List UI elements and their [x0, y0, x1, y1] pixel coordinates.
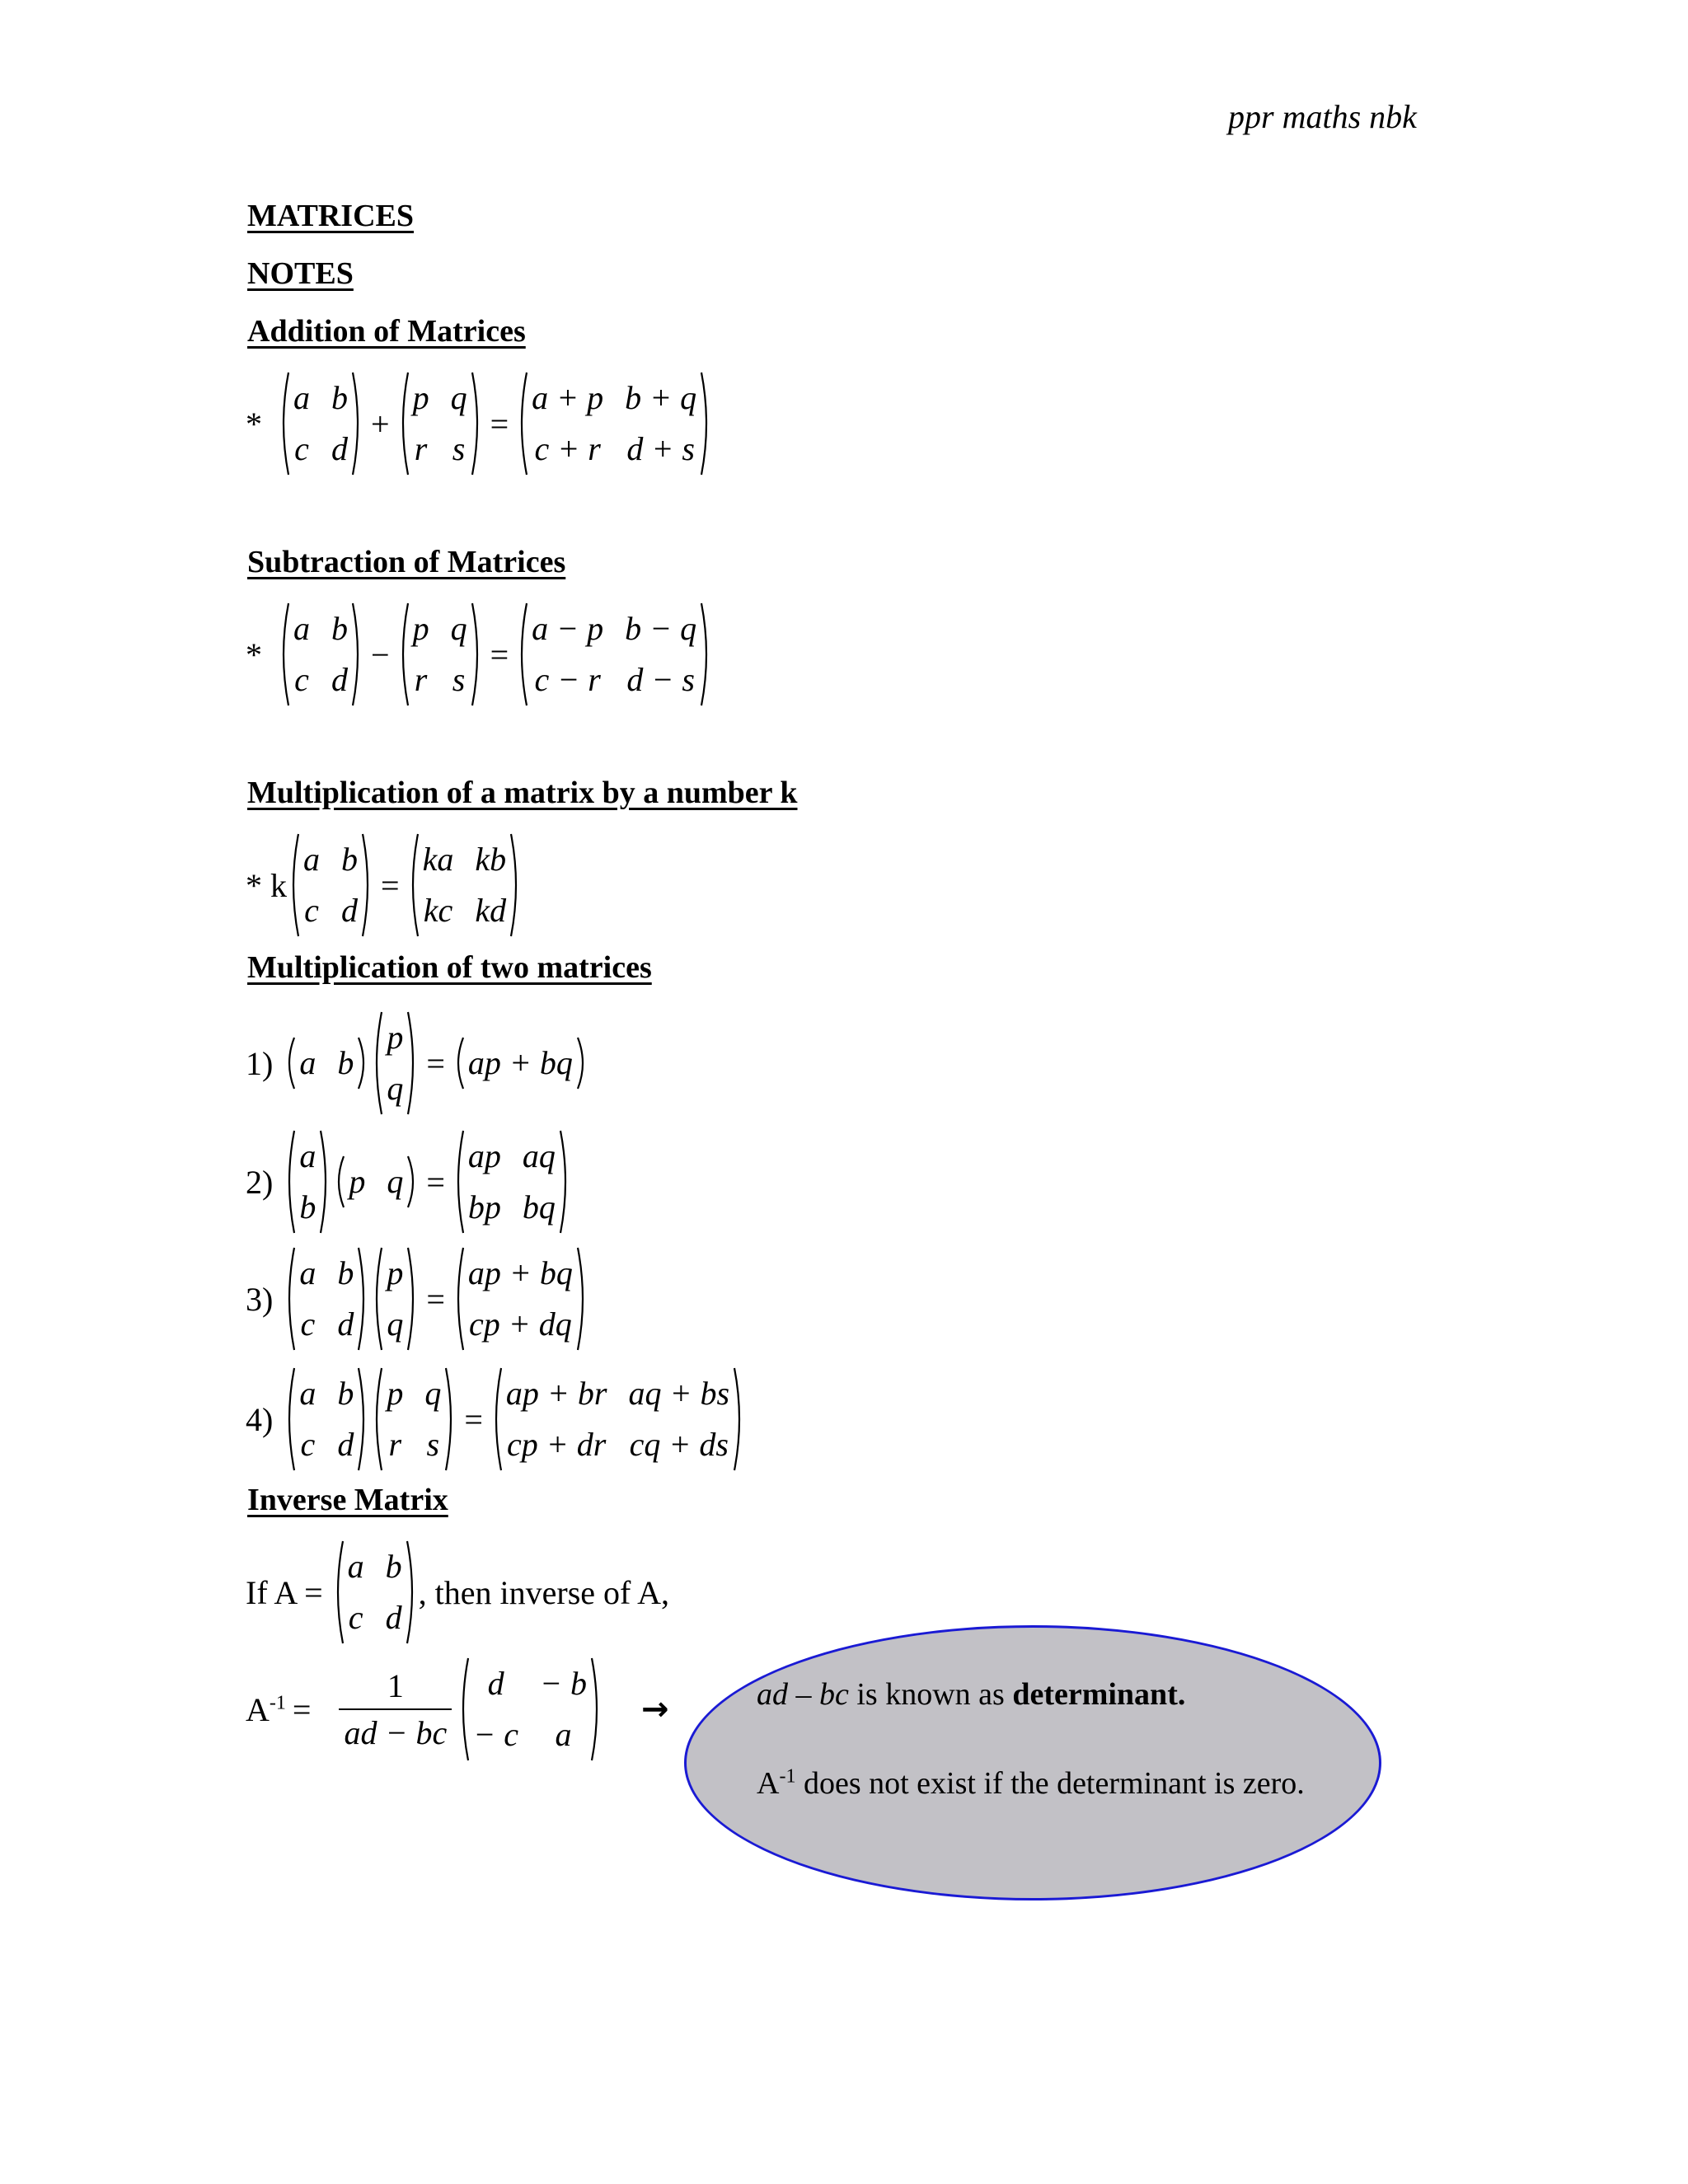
matrix-entry: − c [473, 1716, 518, 1753]
right-paren [509, 832, 523, 938]
matrix-entry: r [388, 1426, 402, 1463]
matrix-entry: c + r [534, 430, 601, 467]
left-paren [515, 602, 528, 707]
bullet: * [246, 866, 262, 904]
left-paren [283, 1129, 296, 1235]
left-paren [277, 602, 290, 707]
matrix-entry: kc [423, 892, 453, 929]
matrix-entry: q [387, 1070, 404, 1107]
determinant-mid-text: is known as [848, 1677, 1013, 1712]
left-paren [457, 1657, 470, 1762]
matrix-entries [296, 1132, 319, 1231]
inverse-definition [246, 1540, 669, 1645]
column-vector-ab [283, 1129, 332, 1235]
bullet: * [246, 635, 262, 673]
matrix-entry: d [331, 430, 348, 467]
column-vector-pq [370, 1246, 420, 1352]
matrix-entry: d [337, 1305, 354, 1343]
matrix-entries [290, 605, 351, 704]
matrix-entries [465, 1132, 559, 1231]
then-text: , then inverse of A, [418, 1573, 670, 1611]
matrix-entry: ap + br [505, 1375, 607, 1412]
matrix-entry: a + p [532, 379, 604, 416]
matrix-entry: d [341, 892, 358, 929]
row-result [452, 1036, 589, 1090]
determinant-note [757, 1676, 1185, 1713]
matrix-entry: a [299, 1375, 316, 1412]
left-paren [283, 1036, 296, 1090]
matrix-entry: ka [422, 841, 454, 878]
right-paren [357, 1036, 370, 1090]
equals-sign: = [426, 1044, 445, 1082]
matrix-entry: kd [475, 892, 507, 929]
matrix-entry: d [331, 661, 348, 698]
right-paren [700, 602, 713, 707]
matrix-entry: p [349, 1163, 366, 1200]
matrix-entry: p [412, 379, 429, 416]
matrix-entry: s [452, 661, 466, 698]
scalar-formula [246, 832, 523, 938]
matrix-entry: c [300, 1426, 316, 1463]
matrix-entry: d [337, 1426, 354, 1463]
matrix-entry: aq [522, 1137, 556, 1174]
matrix-entries [410, 605, 471, 704]
matrix-entry: r [414, 661, 428, 698]
matrix-entry: p [412, 610, 429, 647]
matrix-entry: a [293, 379, 310, 416]
adjugate-matrix [457, 1657, 603, 1762]
page-header: ppr maths nbk [1228, 98, 1417, 135]
matrix-entry: b [331, 610, 348, 647]
matrix-entry: p [387, 1375, 404, 1412]
page-title: MATRICES [247, 199, 414, 233]
matrix-a [283, 1366, 370, 1472]
matrix-entries [296, 1370, 357, 1469]
subtraction-heading: Subtraction of Matrices [247, 545, 566, 579]
product-4 [246, 1366, 746, 1472]
matrix-entry: c [348, 1599, 363, 1636]
matrix-entries [290, 374, 351, 473]
matrix-entries [420, 836, 510, 935]
equals-sign: = [426, 1280, 445, 1318]
matrix-entry: c [304, 892, 319, 929]
left-paren [283, 1366, 296, 1472]
matrix-entry: a − p [532, 610, 604, 647]
matrix-entries [345, 1543, 406, 1642]
left-paren [452, 1129, 465, 1235]
matrix-entry: p [387, 1019, 404, 1056]
right-paren [406, 1246, 420, 1352]
matrix-entry: − b [539, 1665, 587, 1702]
matrix-entry: c [294, 430, 309, 467]
equals-sign: = [464, 1400, 483, 1438]
matrix-entry: a [555, 1716, 572, 1753]
right-paren [361, 832, 374, 938]
matrix-entry: a [299, 1137, 316, 1174]
item-label: 1) [246, 1044, 274, 1082]
matrix-entry: a [299, 1254, 316, 1291]
matrix-entries [410, 374, 471, 473]
matrix-entry: ap + bq [467, 1254, 573, 1291]
matrix-entry: q [424, 1375, 442, 1412]
addition-formula [246, 371, 713, 476]
left-paren [515, 371, 528, 476]
left-paren [370, 1246, 383, 1352]
matrix-entry: ap [467, 1137, 501, 1174]
scalar-k: k [270, 866, 287, 904]
matrix-entry: b [337, 1254, 354, 1291]
matrix-product [490, 1366, 746, 1472]
matrix-entry: q [387, 1163, 404, 1200]
matrix-entry: q [450, 610, 467, 647]
equals-sign: = [292, 1690, 312, 1728]
matrix-entry: a [303, 841, 320, 878]
left-paren [277, 371, 290, 476]
matrix-diff [515, 602, 713, 707]
if-a-text: If A = [246, 1573, 323, 1611]
matrix-entry: s [426, 1426, 440, 1463]
matrix-entry: cp + dq [469, 1305, 572, 1343]
matrix-entries [296, 1249, 357, 1348]
matrix-p [396, 371, 484, 476]
matrix-entry: cp + dr [507, 1426, 607, 1463]
matrix-entry: d + s [626, 430, 695, 467]
right-paren [357, 1366, 370, 1472]
left-paren [370, 1366, 383, 1472]
matrix-entries [300, 836, 361, 935]
arrow-icon: → [640, 1690, 669, 1728]
left-paren [452, 1246, 465, 1352]
matrix-entries [465, 1249, 576, 1348]
right-paren [576, 1036, 589, 1090]
right-paren [559, 1129, 572, 1235]
bullet: * [246, 405, 262, 443]
item-label: 2) [246, 1163, 274, 1201]
matrix-entry: c [294, 661, 309, 698]
right-paren [406, 1540, 419, 1645]
matrix-entry: a [293, 610, 310, 647]
left-paren [283, 1246, 296, 1352]
fraction-denominator: ad − bc [339, 1708, 452, 1752]
matrix-entry: p [387, 1254, 404, 1291]
matrix-entries [470, 1660, 590, 1759]
left-paren [490, 1366, 503, 1472]
plus-sign: + [371, 405, 390, 443]
fraction-numerator: 1 [387, 1667, 404, 1704]
matrix-entry: s [452, 430, 466, 467]
matrix-entries [383, 1249, 406, 1348]
addition-heading: Addition of Matrices [247, 314, 526, 349]
right-paren [471, 602, 484, 707]
determinant-callout [684, 1625, 1381, 1900]
inverse-formula [246, 1657, 668, 1762]
left-paren [332, 1155, 345, 1209]
right-paren [576, 1246, 589, 1352]
determinant-expression: ad – bc [757, 1677, 849, 1712]
left-paren [370, 1010, 383, 1116]
matrix-p [396, 602, 484, 707]
matrix-entry: b + q [625, 379, 697, 416]
notes-heading: NOTES [247, 256, 354, 291]
matrix-entry: b [341, 841, 358, 878]
matrix-entry: c − r [534, 661, 601, 698]
right-paren [351, 371, 364, 476]
column-vector-pq [370, 1010, 420, 1116]
matrix-entry: a [299, 1044, 316, 1081]
equals-sign: = [381, 866, 400, 904]
product-3 [246, 1246, 589, 1352]
equals-sign: = [426, 1163, 445, 1201]
matrix-entries [383, 1370, 444, 1469]
matrix-entry: q [450, 379, 467, 416]
matrix-a [331, 1540, 419, 1645]
right-paren [444, 1366, 457, 1472]
inverse-fraction [339, 1666, 452, 1752]
determinant-word: determinant. [1012, 1677, 1186, 1712]
equals-sign: = [490, 405, 509, 443]
matrix-a [287, 832, 374, 938]
scalar-heading: Multiplication of a matrix by a number k [247, 776, 798, 810]
item-label: 4) [246, 1400, 274, 1438]
product-1 [246, 1010, 589, 1116]
matrix-entry: d [385, 1599, 402, 1636]
matrix-entry: b [337, 1375, 354, 1412]
matrix-entry: a [347, 1548, 364, 1585]
matrix-sum [515, 371, 713, 476]
left-paren [406, 832, 420, 938]
column-result [452, 1246, 589, 1352]
matrix-entry: kb [475, 841, 507, 878]
matrix-entries [345, 1158, 406, 1206]
matrix-entries [503, 1370, 733, 1469]
matrix-entries [528, 374, 700, 473]
a-inverse-label: $A^{-1}$ [246, 1690, 286, 1728]
left-paren [331, 1540, 345, 1645]
matrix-entry: b [385, 1548, 402, 1585]
equals-sign: = [490, 635, 509, 673]
left-paren [396, 602, 410, 707]
matrix-p [370, 1366, 457, 1472]
matrix-entry: q [387, 1305, 404, 1343]
matrix-entry: b [331, 379, 348, 416]
item-label: 3) [246, 1280, 274, 1318]
matrix-entry: b [337, 1044, 354, 1081]
matrix-entries [528, 605, 700, 704]
right-paren [406, 1155, 420, 1209]
matrix-entry: aq + bs [628, 1375, 730, 1412]
product-2 [246, 1129, 572, 1235]
matrix-entry: b − q [625, 610, 697, 647]
row-vector-ab [283, 1036, 370, 1090]
matrix-ka [406, 832, 523, 938]
matrix-entry: bq [522, 1188, 556, 1226]
right-paren [733, 1366, 746, 1472]
left-paren [452, 1036, 465, 1090]
matrix-entry: ap + bq [467, 1044, 573, 1081]
minus-sign: − [371, 635, 390, 673]
inverse-heading: Inverse Matrix [247, 1483, 448, 1517]
right-paren [406, 1010, 420, 1116]
right-paren [590, 1657, 603, 1762]
right-paren [319, 1129, 332, 1235]
matrix-entries [383, 1014, 406, 1113]
right-paren [471, 371, 484, 476]
matrix-entry: d − s [626, 661, 695, 698]
matrix-a [277, 602, 364, 707]
matrix-a [277, 371, 364, 476]
matrix-entries [465, 1039, 576, 1087]
inverse-superscript: -1 [779, 1765, 796, 1788]
zero-determinant-text: does not exist if the determinant is zero. [795, 1766, 1305, 1801]
a-inverse-label: A [757, 1766, 780, 1801]
matrix-entry: c [300, 1305, 316, 1343]
matrix-entry: d [487, 1665, 504, 1702]
outer-product [452, 1129, 572, 1235]
zero-determinant-note [757, 1765, 1305, 1802]
right-paren [351, 602, 364, 707]
matrix-entry: cq + ds [629, 1426, 729, 1463]
left-paren [396, 371, 410, 476]
right-paren [700, 371, 713, 476]
matrix-entry: r [414, 430, 428, 467]
matrix-entries [296, 1039, 357, 1087]
two-matrices-heading: Multiplication of two matrices [247, 950, 652, 985]
right-paren [357, 1246, 370, 1352]
subtraction-formula [246, 602, 713, 707]
matrix-a [283, 1246, 370, 1352]
matrix-entry: b [299, 1188, 316, 1226]
matrix-entry: bp [467, 1188, 501, 1226]
left-paren [287, 832, 300, 938]
row-vector-pq [332, 1155, 420, 1209]
